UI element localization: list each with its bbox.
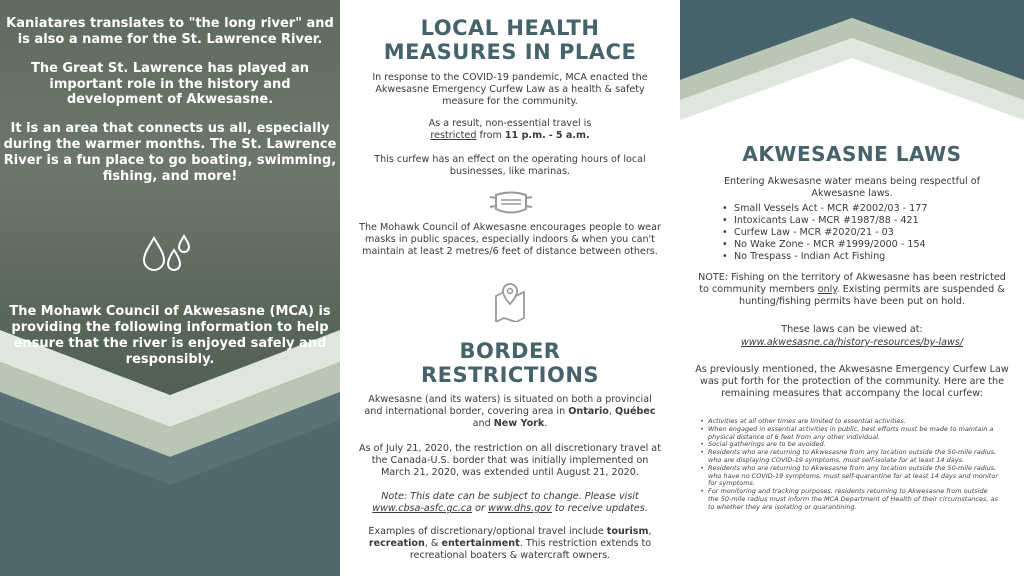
left-paragraph-3: It is an area that connects us all, especially during the warmer months. The St. Lawrence River is a fun place to go boating, swimming, fishing, and more! (3, 121, 337, 184)
travel-restriction-text: As a result, non-essential travel is restricted from 11 p.m. - 5 a.m. (428, 118, 592, 141)
measure-item: • Residents who are returning to Akwesasne from any location outside the 50-mile radius, who have no COVID-19 symptoms, must self-quarantine for at least 14 days and monitor for symptoms. (700, 465, 1000, 488)
health-measures-title: LOCAL HEALTH MEASURES IN PLACE (383, 16, 637, 65)
measure-item: • Residents who are returning to Akwesasne from any location outside the 50-mile radius, who are displaying COVID-19 symptoms, must self-isolate for at least 14 days. (700, 449, 1000, 465)
law-item: • No Trespass - Indian Act Fishing (722, 251, 927, 263)
border-restrictions-title: BORDER RESTRICTIONS (420, 339, 600, 387)
measure-item: • When engaged in essential activities in public, best efforts must be made to maintain a physical distance of 6 feet from any other individual. (700, 426, 1000, 442)
map-pin-icon (492, 282, 528, 322)
left-paragraph-4: The Mohawk Council of Akwesasne (MCA) is providing the following information to help ensure that the river is enjoyed safely and responsibly. (9, 304, 331, 367)
chevron-header-decoration (680, 0, 1024, 160)
laws-intro: Entering Akwesasne water means being respectful of Akwesasne laws. (723, 176, 980, 199)
border-note: Note: This date can be subject to change. Please visit www.cbsa-asfc.gc.ca or www.dhs.gov to receive updates. (372, 491, 648, 514)
curfew-measures-list (700, 418, 1000, 512)
left-text-block (0, 16, 340, 198)
law-item: • Small Vessels Act - MCR #2002/03 - 177 (722, 203, 927, 215)
law-item: • No Wake Zone - MCR #1999/2000 - 154 (722, 239, 927, 251)
curfew-effect-text: This curfew has an effect on the operating hours of local businesses, like marinas. (374, 154, 646, 177)
left-panel (0, 0, 340, 576)
akwesasne-laws-title: AKWESASNE LAWS (742, 142, 962, 166)
left-paragraph-2: The Great St. Lawrence has played an important role in the history and development of Akwesasne. (30, 60, 310, 108)
examples-text: Examples of discretionary/optional travel include tourism, recreation, & entertainment. This restriction extends to recreational boaters & watercraft owners. (368, 526, 652, 561)
health-intro: In response to the COVID-19 pandemic, MCA enacted the Akwesasne Emergency Curfew Law as a health & safety measure for the community. (372, 72, 648, 107)
right-panel (680, 0, 1024, 576)
dhs-link[interactable]: www.dhs.gov (488, 502, 552, 514)
water-drops-icon (140, 234, 196, 282)
left-mca-block (0, 304, 340, 380)
border-paragraph-2: As of July 21, 2020, the restriction on all discretionary travel at the Canada-U.S. border that was initially implemented on March 21, 2020, was extended until August 21, 2020. (359, 443, 661, 478)
curfew-paragraph: As previously mentioned, the Akwesasne Emergency Curfew Law was put forth for the protection of the community. Here are the remaining measures that accompany the local curfew: (695, 364, 1009, 399)
cbsa-link[interactable]: www.cbsa-asfc.gc.ca (372, 502, 473, 514)
law-item: • Curfew Law - MCR #2020/21 - 03 (722, 227, 927, 239)
measure-item: • Social gatherings are to be avoided. (700, 441, 1000, 449)
fishing-note: NOTE: Fishing on the territory of Akwesasne has been restricted to community members only. Existing permits are suspended & hunting/fishing permits have been put on hold. (698, 272, 1006, 307)
left-paragraph-1: Kaniatares translates to "the long river" and is also a name for the St. Lawrence River. (6, 16, 334, 47)
measure-item: • Activities at all other times are limited to essential activities. (700, 418, 1000, 426)
measure-item: • For monitoring and tracking purposes, residents returning to Akwesasne from outside the 50-mile radius must inform the MCA Department of Health of their circumstances, as to whether they are isolating or quarantining. (700, 488, 1000, 511)
by-laws-link[interactable]: www.akwesasne.ca/history-resources/by-laws/ (740, 337, 964, 348)
laws-list (722, 203, 927, 263)
law-item: • Intoxicants Law - MCR #1987/88 - 421 (722, 215, 927, 227)
masks-text: The Mohawk Council of Akwesasne encourages people to wear masks in public spaces, especially indoors & when you can't maintain at least 2 metres/6 feet of distance between others. (359, 222, 661, 257)
face-mask-icon (488, 190, 534, 216)
border-paragraph-1: Akwesasne (and its waters) is situated on both a provincial and international border, covering area in Ontario, Québec and New York. (364, 394, 656, 429)
view-laws-text: These laws can be viewed at: (781, 324, 923, 335)
middle-panel (340, 0, 680, 576)
